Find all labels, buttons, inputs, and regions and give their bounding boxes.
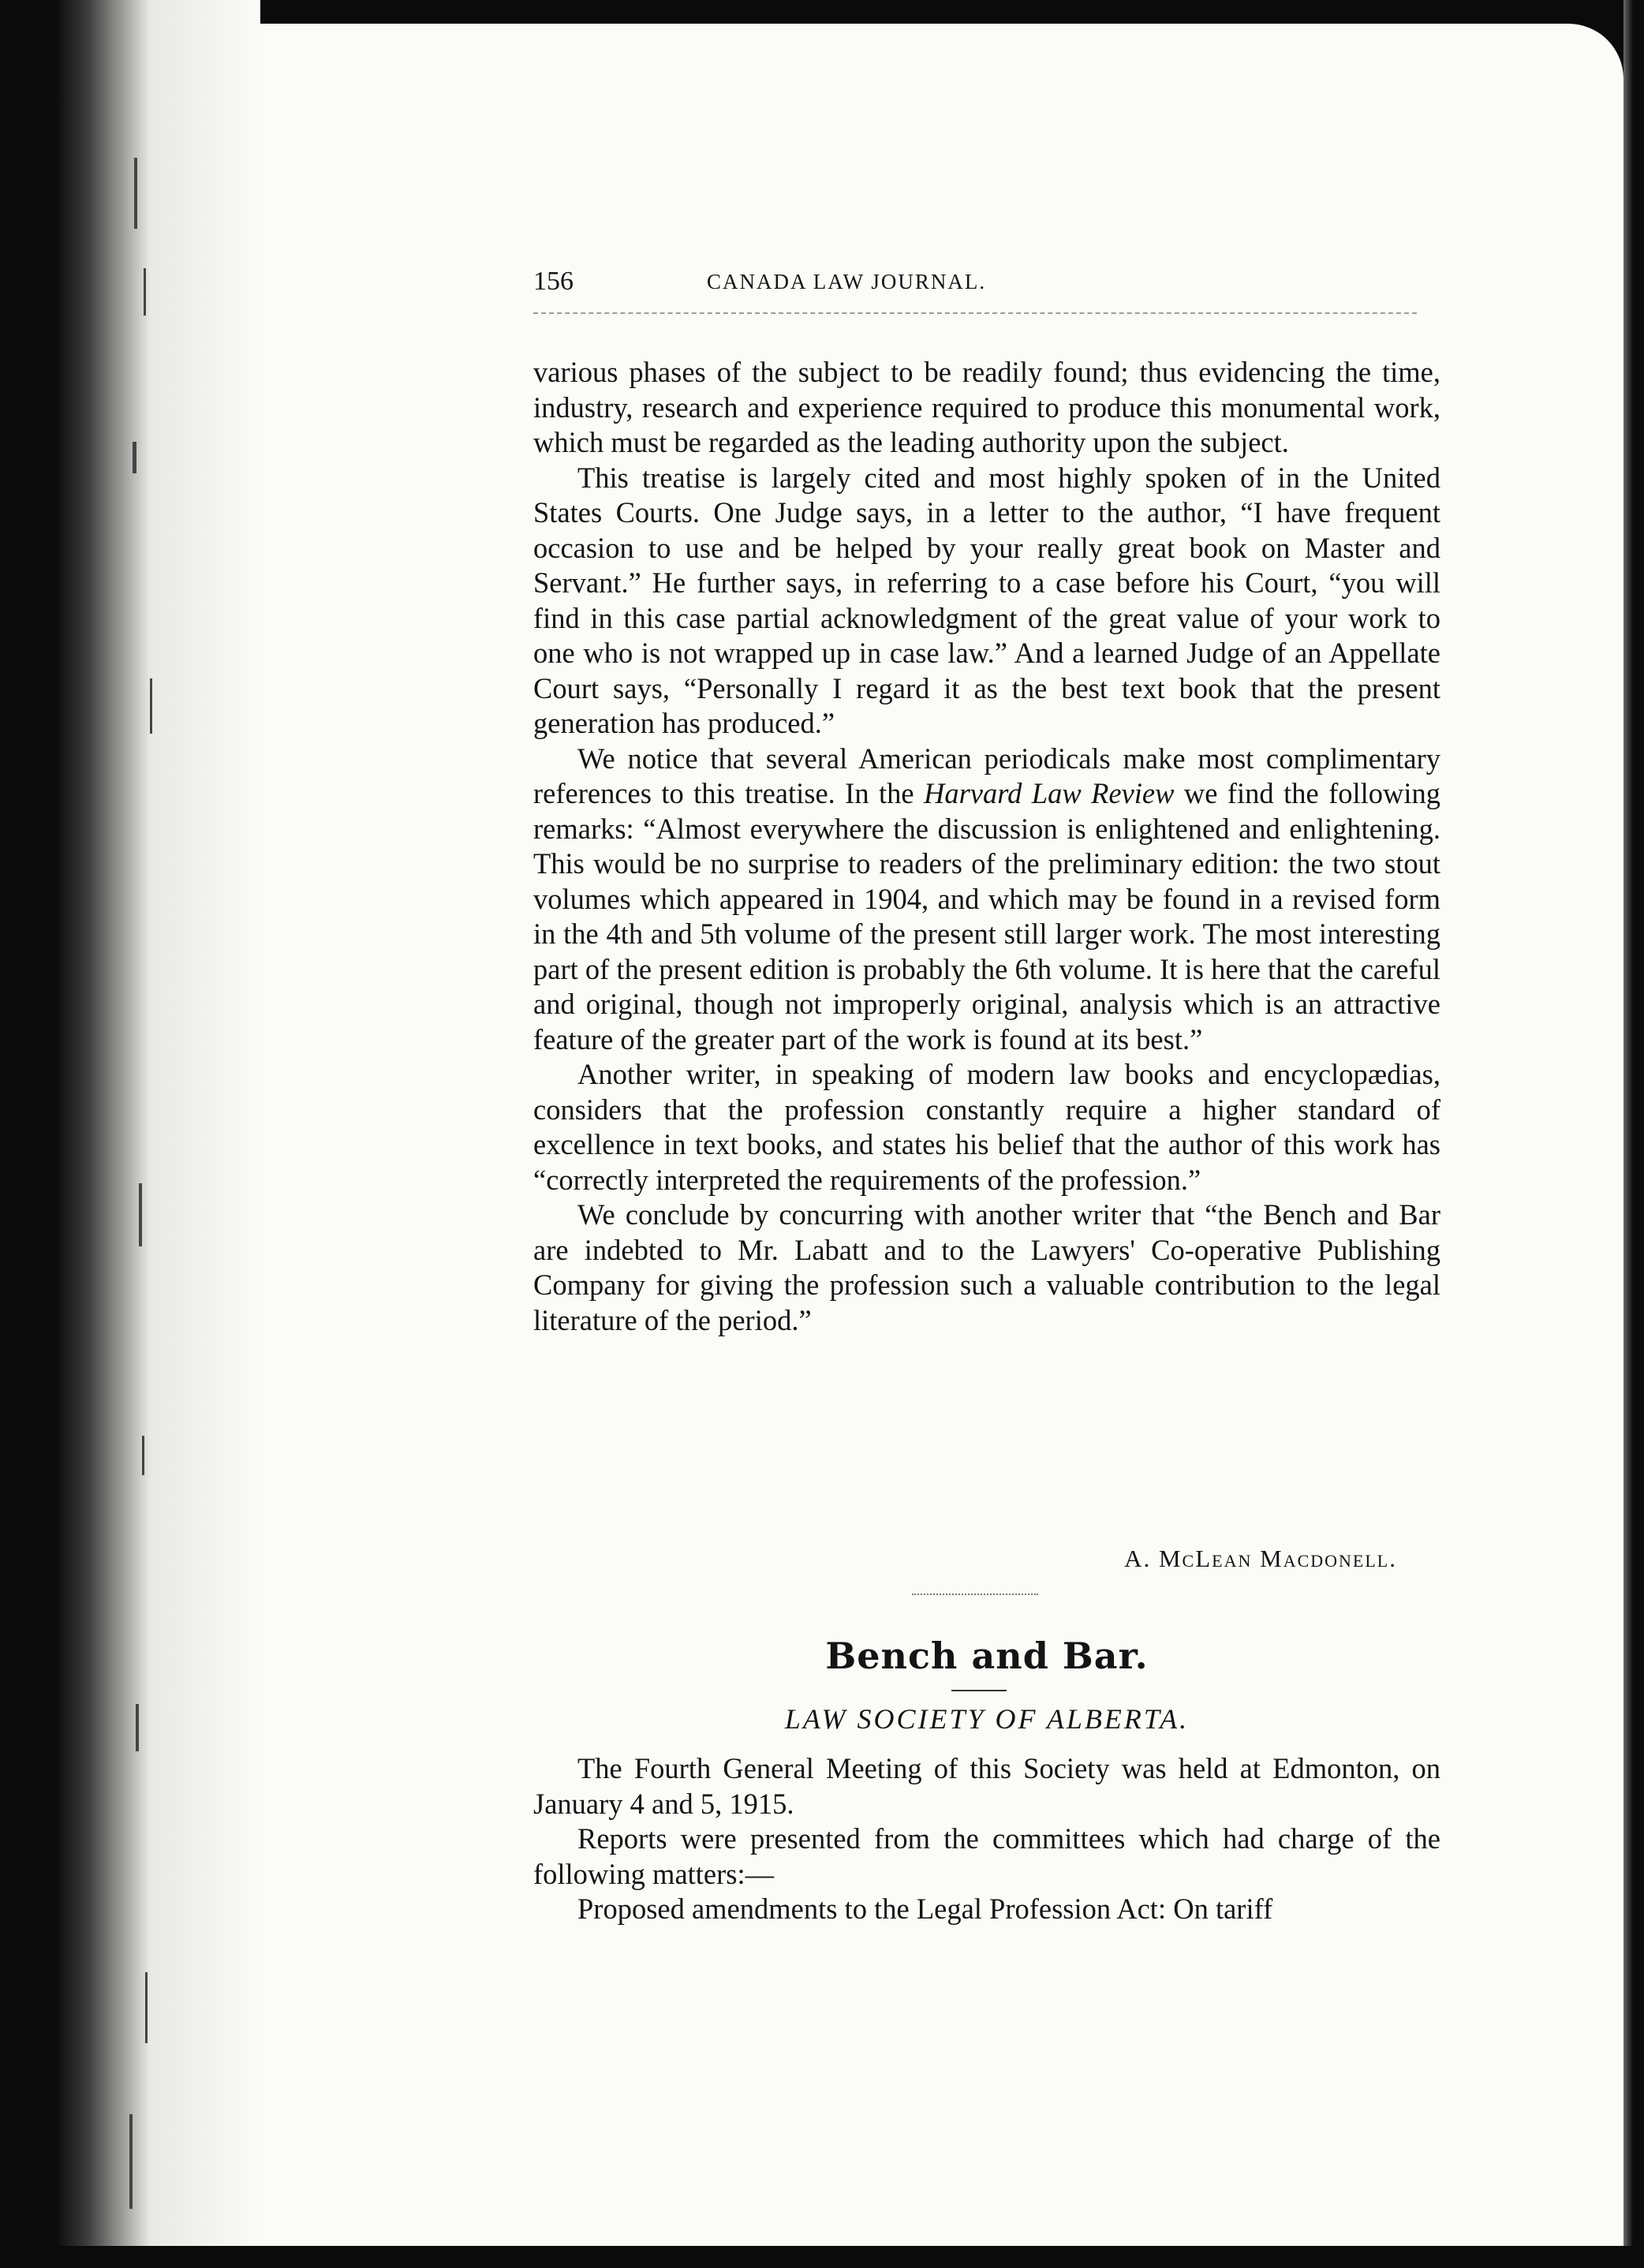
scan-right-border xyxy=(1623,0,1644,2268)
paragraph-text: we find the following remarks: “Almost everywhere the discussion is enlightened and enlightening. This would be no surprise to readers of the preliminary edition: the two stout volumes which appeared in 1904, and which may be found in a revised form in the 4th and 5th volume of the present still larger work. The most interesting part of the present edition is probably the 6th volume. It is here that the careful and original, though not improperly original, analysis which is an attractive feature of the greater part of the work is found at its best.” xyxy=(533,777,1441,1056)
paragraph: Another writer, in speaking of modern law books and encyclopædias, considers that the profession constantly require a higher standard of excellence in text books, and states his belief that the author of this work has “correctly interpreted the requirements of the profession.” xyxy=(533,1058,1440,1196)
section-subtitle: LAW SOCIETY OF ALBERTA. xyxy=(784,1703,1190,1735)
title-rule xyxy=(951,1690,1007,1691)
scan-bottom-border xyxy=(0,2246,1644,2268)
paragraph: This treatise is largely cited and most highly spoken of in the United States Courts. One Judge says, in a letter to the author, “I have frequent occasion to use and be helped by your really great book on Master and Servant.” He further says, in referring to a case before his Court, “you will find in this case partial acknowledgment of the great value of your work to one who is not wrapped up in case law.” And a learned Judge of an Appellate Court says, “Personally I regard it as the best text book that the present generation has produced.” xyxy=(533,461,1440,739)
running-head xyxy=(533,252,1440,300)
periodical-title: Harvard Law Review xyxy=(924,777,1175,809)
scan-noise-marks xyxy=(118,32,323,2240)
page-number: 156 xyxy=(533,267,574,296)
page-content xyxy=(533,252,1441,1925)
section-body xyxy=(533,1751,1440,1927)
header-rule xyxy=(533,312,1417,314)
paragraph xyxy=(533,742,1440,1058)
author-signature: A. McLean Macdonell. xyxy=(1124,1545,1397,1572)
paragraph: We conclude by concurring with another writer that “the Bench and Bar are indebted to Mr. Labatt and to the Lawyers' Co-operative Publishing Company for giving the profession such a valuable contribution to the legal literature of the period.” xyxy=(533,1198,1440,1336)
section-divider xyxy=(912,1594,1038,1595)
paragraph: Reports were presented from the committees which had charge of the following matters:— xyxy=(533,1822,1440,1890)
article-body xyxy=(533,355,1440,1338)
paragraph: various phases of the subject to be readily found; thus evidencing the time, industry, research and experience required to produce this monumental work, which must be regarded as the leading authority upon the subject. xyxy=(533,356,1440,458)
paragraph: The Fourth General Meeting of this Society was held at Edmonton, on January 4 and 5, 1915. xyxy=(533,1752,1440,1820)
paragraph: Proposed amendments to the Legal Profession Act: On tariff xyxy=(577,1892,1273,1925)
paragraph-text: We notice that several American periodicals make most complimentary references to this treatise. In the xyxy=(533,742,1440,809)
journal-title: CANADA LAW JOURNAL. xyxy=(707,270,987,293)
section-title: Bench and Bar. xyxy=(825,1635,1149,1677)
